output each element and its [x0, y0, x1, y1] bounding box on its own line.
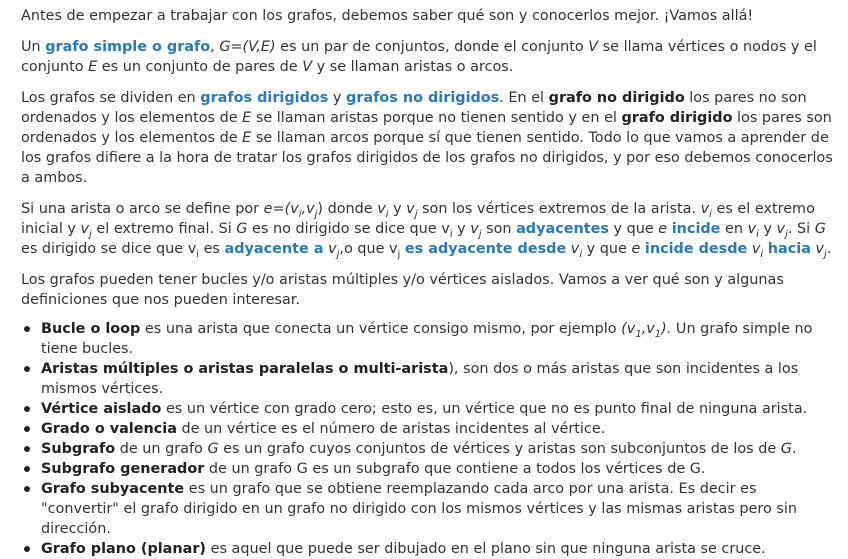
bold-term: Subgrafo generador	[41, 461, 205, 477]
list-item	[21, 399, 836, 419]
formula	[263, 201, 318, 220]
symbol: G	[207, 441, 219, 457]
symbol: E	[242, 110, 252, 126]
subscript: j	[414, 208, 418, 220]
bold-term: grafo no dirigido	[548, 90, 685, 106]
symbol: E	[88, 59, 98, 75]
subscript: j	[336, 248, 340, 260]
list-item	[21, 479, 836, 539]
subscript: i	[385, 208, 389, 220]
subscript: i	[709, 208, 712, 220]
list-item	[21, 419, 836, 439]
bold-term: Grafo subyacente	[41, 481, 185, 497]
text: . En el	[499, 90, 549, 106]
text: . Si	[787, 221, 815, 237]
text: de un grafo G es un subgrafo que contiene a todos los vértices de G.	[204, 461, 706, 477]
subscript: j	[478, 228, 482, 240]
text: Un grafo simple no tiene bucles.	[41, 321, 813, 357]
text: Si una arista o arco se define por	[21, 201, 264, 217]
subscript: 1	[654, 328, 662, 340]
subscript: j	[785, 228, 788, 240]
text: es un par de conjuntos, donde el conjunto	[275, 39, 589, 55]
text: ,	[210, 39, 220, 55]
symbol	[776, 221, 788, 240]
symbol-text: v	[751, 241, 761, 257]
text: es un grafo cuyos conjuntos de vértices y aristas son subconjuntos de los de	[218, 441, 781, 457]
subscript: j	[314, 208, 318, 220]
symbol: V	[302, 59, 313, 75]
text: es no dirigido se dice que v	[247, 221, 450, 237]
formula-text: ,	[301, 201, 307, 217]
text: es un vértice con grado cero; esto es, un vértice que no es punto final de ninguna arista.	[161, 401, 808, 417]
list-item	[21, 439, 836, 459]
definition-paragraph	[21, 37, 836, 77]
formula	[621, 321, 672, 340]
symbol	[377, 201, 389, 220]
intro-paragraph: Antes de empezar a trabajar con los grafos, debemos saber qué son y conocerlos mejor. ¡Vamos allá!	[21, 8, 754, 24]
types-paragraph	[21, 88, 836, 188]
formula-text: v	[306, 201, 315, 217]
keyword-incide-desde: incide desde	[644, 241, 748, 257]
text: y se llaman aristas o arcos.	[312, 59, 514, 75]
definitions-list	[21, 319, 836, 559]
bold-term: Subgrafo	[41, 441, 116, 457]
text: en	[720, 221, 748, 237]
subscript: i	[449, 228, 453, 240]
subscript: j	[824, 248, 827, 260]
subscript: j	[397, 248, 401, 260]
text: de un vértice es el número de aristas incidentes al vértice.	[176, 421, 606, 437]
text: es el extremo inicial y	[21, 201, 815, 237]
formula-text: ).	[661, 321, 672, 337]
list-item	[21, 319, 836, 359]
text: los pares son ordenados y los elementos de	[21, 110, 832, 146]
text: son los vértices extremos de la arista.	[417, 201, 701, 217]
text: se llama vértices o nodos y el conjunto	[21, 39, 817, 75]
symbol	[747, 221, 759, 240]
text: y	[328, 90, 347, 106]
bold-term: Vértice aislado	[41, 401, 162, 417]
symbol: G	[814, 221, 826, 237]
bold-term: grafo dirigido	[621, 110, 733, 126]
formula: G=(V,E)	[219, 39, 276, 55]
text: y	[452, 221, 471, 237]
formula-text: e=(v	[263, 201, 299, 217]
formula-text: ,v	[641, 321, 655, 337]
keyword-grafo-simple: grafo simple o grafo	[45, 39, 211, 55]
subscript: 1	[635, 328, 642, 340]
symbol-text: v	[470, 221, 479, 237]
text: son	[481, 221, 517, 237]
symbol	[700, 201, 712, 220]
text: .	[826, 241, 832, 257]
subscript: i	[298, 208, 302, 220]
text: el extremo final. Si	[91, 221, 237, 237]
text: y que	[582, 241, 632, 257]
text: es dirigido se dice que v	[21, 241, 197, 257]
symbol	[470, 221, 482, 240]
symbol	[328, 241, 340, 260]
text: es aquel que puede ser dibujado en el plano sin que ninguna arista se cruce.	[206, 541, 766, 557]
symbol-text: v	[747, 221, 757, 237]
subscript: i	[579, 248, 583, 260]
symbol-text: v	[776, 221, 786, 237]
bold-term: Grado o valencia	[41, 421, 177, 437]
subscript: i	[756, 228, 759, 240]
text: Un	[21, 39, 46, 55]
text: y	[758, 221, 777, 237]
text: .	[791, 441, 797, 457]
text: ), son dos o más aristas que son incidentes a los mismos vértices.	[41, 361, 799, 397]
edge-paragraph	[21, 199, 836, 259]
keyword-adyacentes: adyacentes	[516, 221, 609, 237]
subscript: i	[196, 248, 199, 260]
list-item	[21, 539, 836, 559]
text: ,o que v	[339, 241, 398, 257]
keyword-grafos-dirigidos: grafos dirigidos	[200, 90, 329, 106]
keyword-incide: incide	[671, 221, 721, 237]
bold-term: Grafo plano (planar)	[41, 541, 207, 557]
list-item	[21, 359, 836, 399]
text: se llaman aristas porque no tienen sentido y en el	[251, 110, 622, 126]
symbol-text: v	[377, 201, 386, 217]
bold-term: Aristas múltiples o aristas paralelas o multi-arista	[41, 361, 449, 377]
text: es un conjunto de pares de	[97, 59, 303, 75]
symbol: e	[658, 221, 668, 237]
formula-text: (v	[621, 321, 636, 337]
text: ) donde	[317, 201, 378, 217]
symbol: E	[242, 130, 252, 146]
symbol-text: v	[570, 241, 580, 257]
text: es un grafo que se obtiene reemplazando cada arco por una arista. Es decir es "convertir" el grafo dirigido en un grafo no dirigido con los mismos vértices y las mismas aristas pero sin dirección.	[41, 481, 798, 537]
list-item	[21, 459, 836, 479]
keyword-es-adyacente-desde: es adyacente desde	[404, 241, 567, 257]
symbol	[570, 241, 583, 260]
text: es	[199, 241, 225, 257]
symbol: G	[780, 441, 792, 457]
more-paragraph: Los grafos pueden tener bucles y/o aristas múltiples y/o vértices aislados. Vamos a ver qué son y algunas definiciones que nos pueden interesar.	[21, 272, 784, 308]
subscript: j	[89, 228, 92, 240]
symbol-text: v	[815, 241, 825, 257]
keyword-adyacente-a: adyacente a	[224, 241, 324, 257]
keyword-hacia: hacia	[767, 241, 811, 257]
symbol-text: v	[80, 221, 90, 237]
symbol	[815, 241, 827, 260]
symbol: G	[236, 221, 248, 237]
text: se llaman arcos porque sí que tienen sentido. Todo lo que vamos a aprender de los grafos difiere a la hora de tratar los grafos dirigidos de los grafos no dirigidos, y por eso debemos conocerlos a ambos.	[21, 130, 833, 186]
symbol-text: v	[700, 201, 710, 217]
subscript: i	[760, 248, 764, 260]
text: de un grafo	[115, 441, 208, 457]
symbol	[80, 221, 92, 240]
symbol	[751, 241, 764, 260]
symbol-text: v	[328, 241, 337, 257]
text: y	[388, 201, 407, 217]
keyword-grafos-no-dirigidos: grafos no dirigidos	[346, 90, 500, 106]
symbol-text: v	[406, 201, 415, 217]
text: es una arista que conecta un vértice consigo mismo, por ejemplo	[140, 321, 622, 337]
text: Los grafos se dividen en	[21, 90, 201, 106]
symbol	[406, 201, 418, 220]
symbol: e	[631, 241, 641, 257]
text: los pares no son ordenados y los elementos de	[21, 90, 807, 126]
text: y que	[608, 221, 659, 237]
bold-term: Bucle o loop	[41, 321, 141, 337]
symbol: V	[588, 39, 599, 55]
